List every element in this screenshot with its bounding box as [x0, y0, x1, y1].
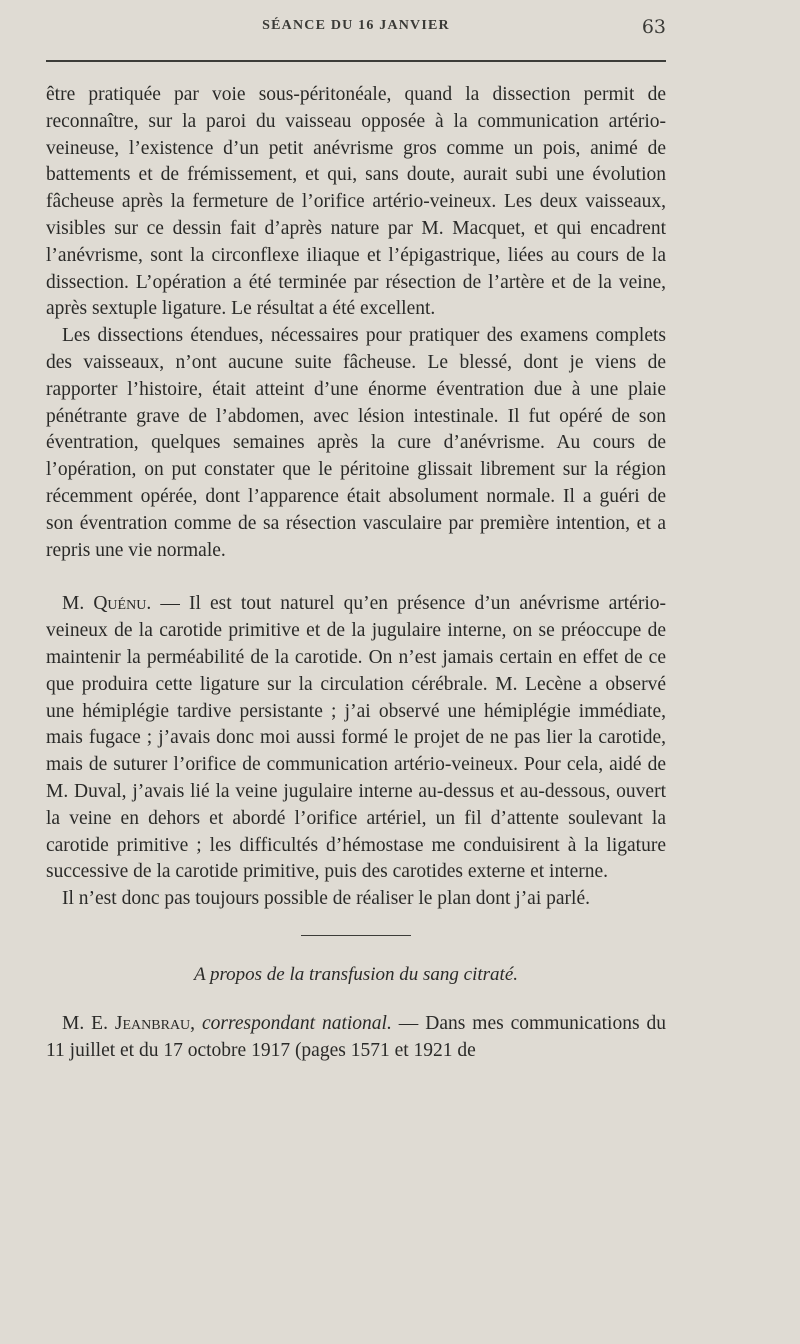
speaker-role: correspondant national.: [202, 1012, 392, 1034]
section-title: A propos de la transfusion du sang citraté.: [193, 963, 519, 985]
speaker-text: — Dans mes communications du 11 juillet et du 17 octobre 1917 (pages 1571 et 1921 de: [46, 1012, 666, 1061]
body-text: [46, 82, 666, 1064]
header-rule: [46, 60, 666, 62]
paragraph-jeanbrau: [46, 1011, 666, 1065]
speaker-name: M. Quénu.: [62, 593, 152, 615]
paragraph-gap: [46, 564, 666, 591]
paragraph-quenu: [46, 591, 666, 886]
running-title: SÉANCE DU 16 JANVIER: [262, 18, 450, 33]
paragraph-continuation: être pratiquée par voie sous-péritonéale, quand la dissection permit de reconnaître, sur la paroi du vaisseau opposée à la communication artério-veineuse, l’existence d’un petit anévrisme gros comme un pois, animé de battements et de frémissement, et qui, sans doute, aurait subi une évolution fâcheuse après la fermeture de l’orifice artério-veineux. Les deux vaisseaux, visibles sur ce dessin fait d’après nature par M. Macquet, et qui encadrent l’anévrisme, sont la circonflexe iliaque et l’épigastrique, liées au cours de la dissection. L’opération a été terminée par résection de l’artère et de la veine, après sextuple ligature. Le résultat a été excellent.: [46, 84, 666, 320]
page-header: [46, 18, 666, 46]
paragraph-conclusion: Il n’est donc pas toujours possible de réaliser le plan dont j’ai parlé.: [62, 888, 590, 910]
speaker-text: — Il est tout naturel qu’en présence d’un anévrisme artério-veineux de la carotide primitive et de la jugulaire interne, on se préoccupe de maintenir la perméabilité de la carotide. On n’est jamais certain en effet de ce que produira cette ligature sur la circulation cérébrale. M. Lecène a observé une hémiplégie tardive persistante ; j’ai observé une hémiplégie immédiate, mais fugace ; j’avais donc moi aussi formé le projet de ne pas lier la carotide, mais de suturer l’orifice de communication artério-veineux. Pour cela, aidé de M. Duval, j’avais lié la veine jugulaire interne au-dessus et au-dessous, ouvert la veine en dehors et abordé l’orifice artériel, un fil d’attente soulevant la carotide primitive ; les difficultés d’hémostase me conduisirent à la ligature successive de la carotide primitive, puis des carotides externe et interne.: [46, 593, 666, 883]
page-number: 63: [641, 16, 666, 38]
section-separator: [301, 935, 411, 936]
paragraph-dissections: Les dissections étendues, nécessaires pour pratiquer des examens complets des vaisseaux, n’ont aucune suite fâcheuse. Le blessé, dont je viens de rapporter l’histoire, était atteint d’une énorme éventration due à une plaie pénétrante grave de l’abdomen, avec lésion intestinale. Il fut opéré de son éventration, quelques semaines après la cure d’anévrisme. Au cours de l’opération, on put constater que le péritoine glissait librement sur la région récemment opérée, dont l’apparence était absolument normale. Il a guéri de son éventration comme de sa résection vasculaire par première intention, et a repris une vie normale.: [46, 325, 666, 561]
speaker-name: M. E. Jeanbrau,: [62, 1012, 196, 1034]
